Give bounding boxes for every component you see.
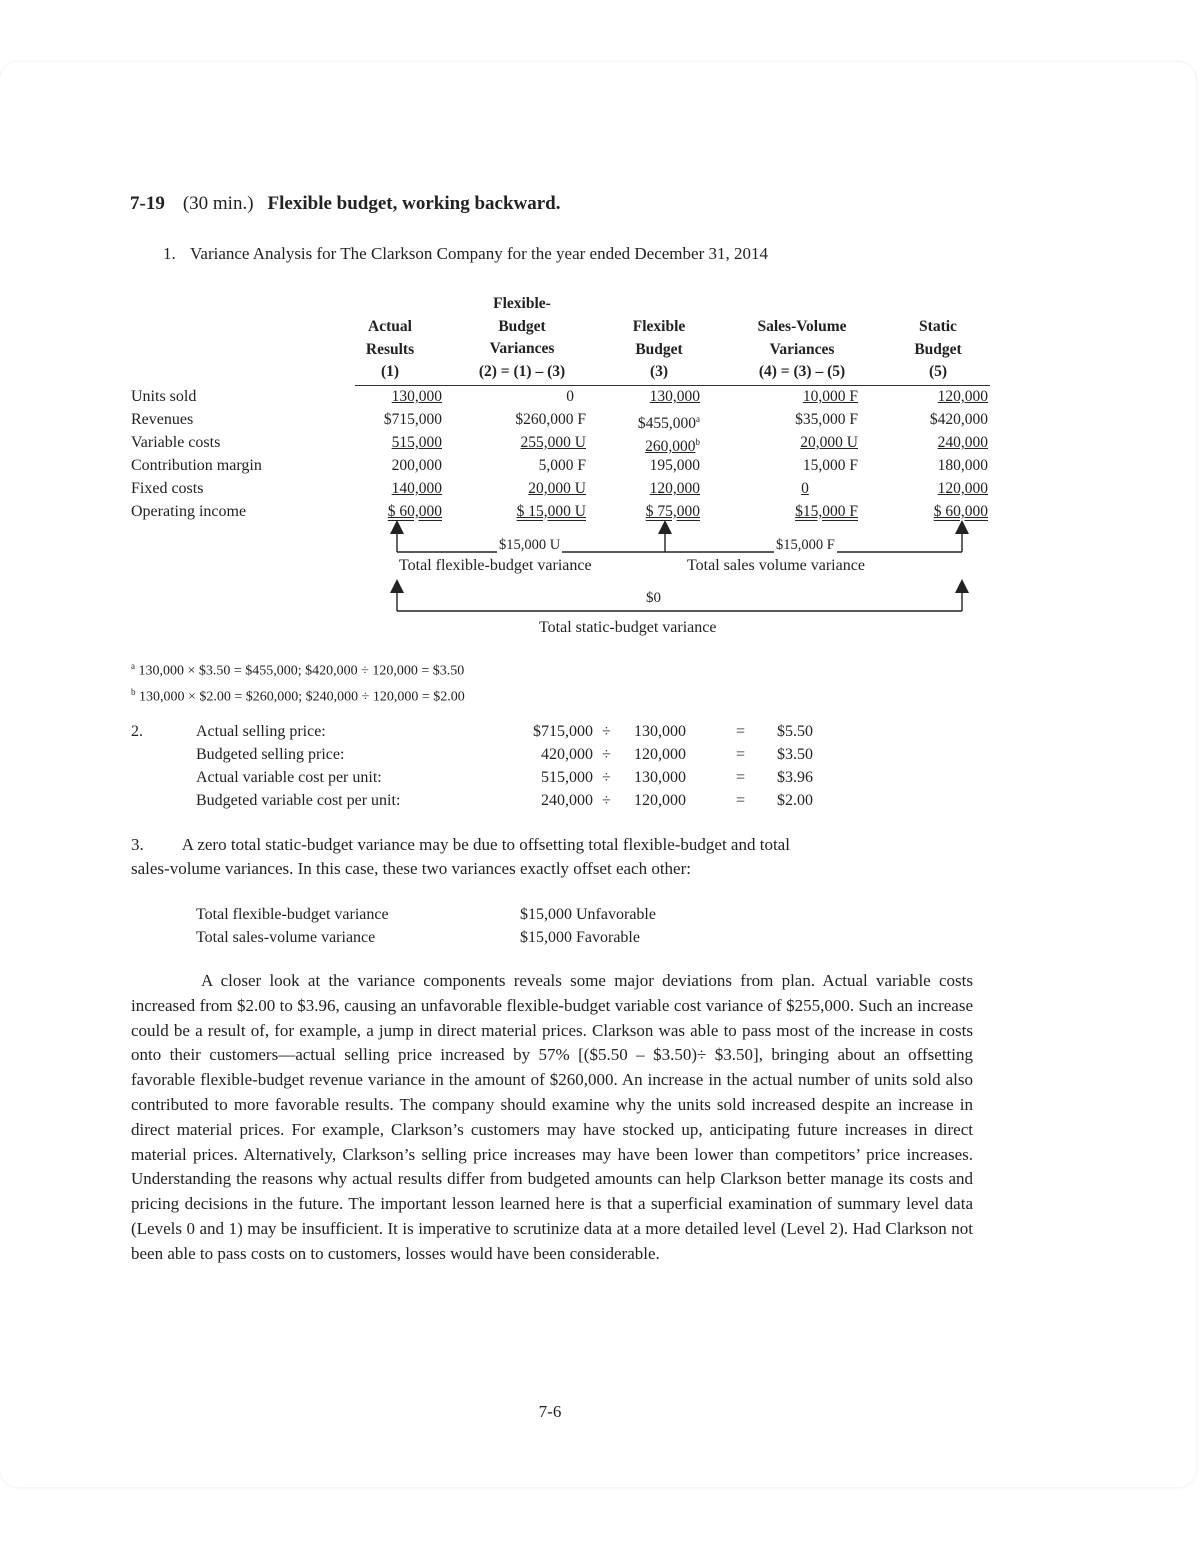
cell-actual-revenues: $715,000 bbox=[383, 411, 442, 428]
cell-actual-cm: 200,000 bbox=[391, 457, 442, 474]
row-label-fixed-costs: Fixed costs bbox=[131, 480, 204, 497]
cell-svvar-revenues: $35,000 F bbox=[795, 411, 858, 428]
flex-total-label: Total flexible-budget variance bbox=[399, 557, 592, 574]
sales-total-label: Total sales volume variance bbox=[687, 557, 865, 574]
part2-denominators: 130,000 120,000 130,000 120,000 bbox=[634, 723, 686, 809]
part3-intro: 3. A zero total static-budget variance may be due to offsetting total flexible-budget and total sales-volume variances. In this case, these two variances exactly offset each other: bbox=[131, 835, 790, 878]
row-label-contribution-margin: Contribution margin bbox=[131, 457, 262, 474]
part2-equals: = = = = bbox=[736, 723, 746, 809]
cell-actual-fixed: 140,000 bbox=[391, 480, 442, 497]
row-label-operating-income: Operating income bbox=[131, 503, 247, 520]
cell-flexvar-fixed: 20,000 U bbox=[528, 480, 586, 497]
cell-svvar-varcost: 20,000 U bbox=[800, 434, 858, 451]
part3-item-values: $15,000 Unfavorable $15,000 Favorable bbox=[520, 906, 656, 946]
analysis-paragraph: A closer look at the variance components reveals some major deviations from plan. Actual variable costs increased from $2.00 to $3.96, causing an unfavorable flexible-budget variable cost variance of $255,000. Such an increase could be a result of, for example, a jump in direct material prices. Clarkson was able to pass most of the increase in costs onto their customers—actual selling price increased by 57% [($5.50 – $3.50)÷ $3.50], bringing about an offsetting favorable flexible-budget revenue variance in the amount of $260,000. An increase in the actual number of units sold also contributed to more favorable results. The company should examine why the units sold increased despite an increase in direct material prices. For example, Clarkson’s customers may have stocked up, anticipating future increases in direct material prices. Alternatively, Clarkson’s selling price increases may have been lower than competitors’ price increases. Understanding the reasons why actual results differ from budgeted amounts can help Clarkson better manage its costs and pricing decisions in the future. The important lesson learned here is that a superficial examination of summary level data (Levels 0 and 1) may be insufficient. It is imperative to scrutinize data at a more detailed level (Level 2). Had Clarkson not been able to pass costs on to customers, losses would have been considerable. bbox=[131, 971, 973, 1263]
part2-label: 2. bbox=[131, 723, 143, 740]
col-actual-header: Actual Results (1) bbox=[365, 318, 415, 380]
cell-flex-revenues: $455,000$^a$ bbox=[637, 414, 700, 433]
cell-actual-oi: $ 60,000 bbox=[387, 503, 442, 520]
part1-text: Variance Analysis for The Clarkson Company for the year ended December 31, 2014 bbox=[190, 244, 768, 263]
row-label-units: Units sold bbox=[131, 388, 197, 405]
page-number: 7-6 bbox=[538, 1402, 562, 1421]
sales-total-amount: $15,000 F bbox=[776, 537, 835, 553]
cell-svvar-oi: $15,000 F bbox=[795, 503, 858, 520]
problem-number: 7-19 bbox=[130, 193, 165, 214]
problem-title: Flexible budget, working backward. bbox=[267, 193, 561, 214]
cell-svvar-cm: 15,000 F bbox=[802, 457, 858, 474]
cell-flexvar-revenues: $260,000 F bbox=[515, 411, 586, 428]
cell-flexvar-oi: $ 15,000 U bbox=[516, 503, 586, 520]
part2-results: $5.50 $3.50 $3.96 $2.00 bbox=[777, 723, 813, 809]
part2-labels: Actual selling price: Budgeted selling price: Actual variable cost per unit: Budgeted variable cost per unit: bbox=[196, 723, 401, 809]
cell-svvar-fixed: 0 bbox=[801, 480, 809, 497]
row-label-variable-costs: Variable costs bbox=[131, 434, 221, 451]
cell-svvar-units: 10,000 F bbox=[802, 388, 858, 405]
cell-flexvar-units: 0 bbox=[566, 388, 574, 405]
cell-static-cm: 180,000 bbox=[937, 457, 988, 474]
flex-total-amount: $15,000 U bbox=[499, 537, 561, 553]
col-flex-variance-header: Flexible- Budget Variances (2) = (1) – (3) bbox=[478, 295, 566, 380]
cell-actual-units: 130,000 bbox=[391, 388, 442, 405]
cell-flex-varcost: 260,000$^b$ bbox=[645, 437, 700, 456]
cell-static-units: 120,000 bbox=[937, 388, 988, 405]
col-flexible-budget-header: Flexible Budget (3) bbox=[632, 318, 686, 380]
static-total-label: Total static-budget variance bbox=[539, 619, 717, 636]
part2-numerators: $715,000 420,000 515,000 240,000 bbox=[533, 723, 593, 809]
footnotes bbox=[131, 656, 465, 707]
cell-flex-units: 130,000 bbox=[649, 388, 700, 405]
cell-flex-cm: 195,000 bbox=[649, 457, 700, 474]
cell-static-oi: $ 60,000 bbox=[933, 503, 988, 520]
footnote-b: $^b$ 130,000 × $2.00 = $260,000; $240,000 ÷ 120,000 = $2.00 bbox=[131, 686, 465, 705]
cell-flexvar-cm: 5,000 F bbox=[538, 457, 586, 474]
col-static-budget-header: Static Budget (5) bbox=[914, 318, 962, 380]
footnote-a: $^a$ 130,000 × $3.50 = $455,000; $420,000 ÷ 120,000 = $3.50 bbox=[131, 661, 465, 679]
cell-flex-oi: $ 75,000 bbox=[645, 503, 700, 520]
cell-static-varcost: 240,000 bbox=[937, 434, 988, 451]
cell-static-fixed: 120,000 bbox=[937, 480, 988, 497]
col-sales-volume-header: Sales-Volume Variances (4) = (3) – (5) bbox=[757, 318, 847, 380]
cell-static-revenues: $420,000 bbox=[929, 411, 988, 428]
cell-actual-varcost: 515,000 bbox=[391, 434, 442, 451]
static-total-amount: $0 bbox=[646, 590, 661, 606]
cell-flexvar-varcost: 255,000 U bbox=[520, 434, 586, 451]
problem-time: (30 min.) bbox=[182, 193, 254, 214]
row-label-revenues: Revenues bbox=[131, 411, 194, 428]
part3-item-labels: Total flexible-budget variance Total sales-volume variance bbox=[196, 906, 389, 946]
part1-label: 1. bbox=[163, 244, 176, 263]
cell-flex-fixed: 120,000 bbox=[649, 480, 700, 497]
part2-ops: ÷ ÷ ÷ ÷ bbox=[602, 723, 611, 809]
